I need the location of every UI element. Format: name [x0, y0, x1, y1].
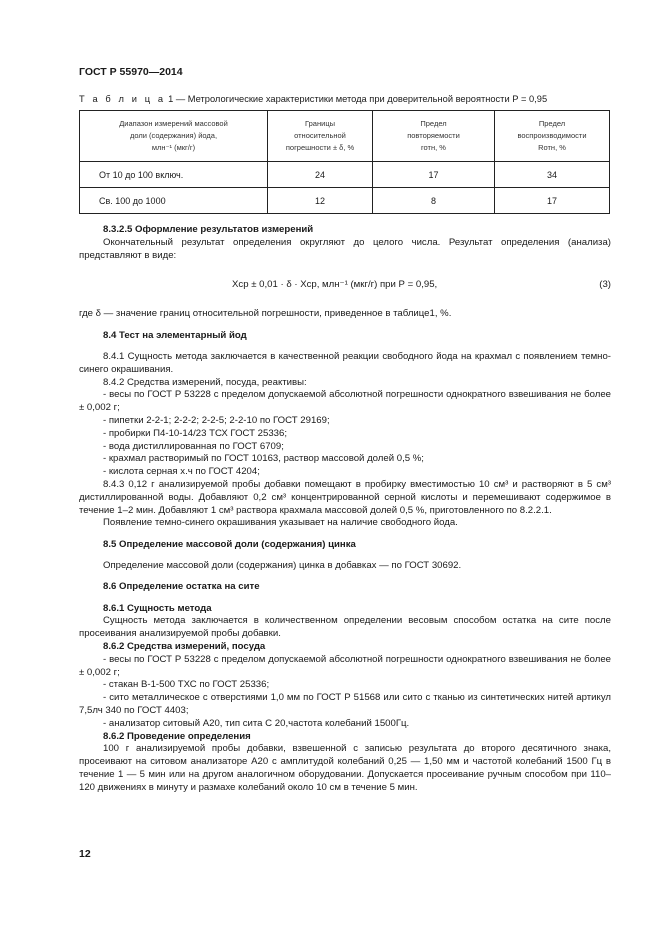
paragraph: где δ — значение границ относительной погрешности, приведенное в таблице1, %. [79, 308, 452, 320]
table-caption-text: 1 — Метрологические характеристики метода при доверительной вероятности Р = 0,95 [165, 94, 548, 104]
header-cell-range: Диапазон измерений массовой доли (содержания) йода, млн⁻¹ (мкг/г) [80, 111, 268, 162]
table-cell: Св. 100 до 1000 [80, 188, 268, 214]
table-cell: 34 [495, 162, 610, 188]
list-item: - стакан В-1-500 ТХС по ГОСТ 25336; [103, 679, 270, 691]
formula-expression: Xср ± 0,01 · δ · Xср, млн⁻¹ (мкг/г) при Р = 0,95, [232, 279, 438, 291]
paragraph: 100 г анализируемой пробы добавки, взвешенной с записью результата до второго десятичного знака, просеивают на ситовом анализаторе А20 с амплитудой колебаний 0,25 — 1,50 мм и частотой колебаний 1500 Гц в течение 1 — 5 мин или на другом аналогичном оборудовании. Допускается просеивание ручным способом при 110–120 движениях в минуту и размахе колебаний около 10 см в течение 5 мин. [79, 743, 611, 793]
list-item: - крахмал растворимый по ГОСТ 10163, раствор массовой долей 0,5 %; [103, 453, 424, 465]
list-item: - весы по ГОСТ Р 53228 с пределом допускаемой абсолютной погрешности однократного взвешивания не более ± 0,002 г; [79, 653, 611, 678]
header-cell-reproducibility: Предел воспроизводимости Rотн, % [495, 111, 610, 162]
list-item: - вода дистиллированная по ГОСТ 6709; [103, 440, 284, 452]
formula-number: (3) [599, 279, 611, 291]
table-cell: 12 [268, 188, 373, 214]
header-cell-repeatability: Предел повторяемости rотн, % [373, 111, 495, 162]
section-heading: 8.6.2 Средства измерений, посуда [103, 640, 266, 652]
list-item: - пипетки 2-2-1; 2-2-2; 2-2-5; 2-2-10 по ГОСТ 29169; [103, 414, 330, 426]
section-heading: 8.5 Определение массовой доли (содержания) цинка [103, 538, 356, 550]
table-cell: От 10 до 100 включ. [80, 162, 268, 188]
paragraph: Определение массовой доли (содержания) цинка в добавках — по ГОСТ 30692. [103, 559, 462, 571]
section-heading: 8.6 Определение остатка на сите [103, 581, 260, 593]
table-cell: 17 [373, 162, 495, 188]
formula-3 [79, 279, 611, 292]
list-item: - весы по ГОСТ Р 53228 с пределом допускаемой абсолютной погрешности однократного взвешивания не более ± 0,002 г; [79, 389, 611, 414]
table-caption-label: Т а б л и ц а [79, 94, 166, 104]
section-heading: 8.6.1 Сущность метода [103, 602, 212, 614]
table-header-row [80, 111, 610, 162]
table-caption [79, 94, 547, 104]
list-item: - анализатор ситовый А20, тип сита С 20,частота колебаний 1500Гц. [103, 717, 410, 729]
section-heading: 8.6.2 Проведение определения [103, 730, 251, 742]
list-item: - сито металлическое с отверстиями 1,0 мм по ГОСТ Р 51568 или сито с тканью из синтетических нитей артикул 7,5лч 340 по ГОСТ 4403; [79, 692, 611, 716]
standard-header: ГОСТ Р 55970—2014 [79, 66, 183, 78]
paragraph: Окончательный результат определения округляют до целого числа. Результат определения (анализа) представляют в виде: [79, 236, 611, 261]
table-cell: 17 [495, 188, 610, 214]
paragraph: 8.4.1 Сущность метода заключается в качественной реакции свободного йода на крахмал с появлением темно-синего окрашивания. [79, 350, 611, 375]
paragraph: Сущность метода заключается в количественном определении весовым способом остатка на сите после просеивания анализируемой пробы добавки. [79, 615, 611, 640]
section-heading: 8.3.2.5 Оформление результатов измерений [103, 224, 314, 235]
list-item: - кислота серная х.ч по ГОСТ 4204; [103, 466, 260, 478]
page-number: 12 [79, 848, 91, 860]
header-cell-error: Границы относительной погрешности ± δ, % [268, 111, 373, 162]
paragraph: Появление темно-синего окрашивания указывает на наличие свободного йода. [103, 517, 458, 529]
paragraph: 8.4.2 Средства измерений, посуда, реактивы: [103, 376, 307, 388]
list-item: - пробирки П4-10-14/23 ТСХ ГОСТ 25336; [103, 427, 288, 439]
table-row [80, 162, 610, 188]
document-body [79, 224, 611, 794]
paragraph: 8.4.3 0,12 г анализируемой пробы добавки помещают в пробирку вместимостью 10 см³ и растворяют в 5 см³ дистиллированной воды. Добавляют 0,2 см³ концентрированной серной кислоты и перемешивают содержимое в течение 1–2 мин. Добавляют 1 см³ раствора крахмала массовой долей 0,5 %, приготовленного по 8.2.2.1. [79, 478, 611, 516]
section-heading: 8.4 Тест на элементарный йод [103, 329, 247, 341]
table-cell: 8 [373, 188, 495, 214]
table-cell: 24 [268, 162, 373, 188]
table-row [80, 188, 610, 214]
metrology-table [79, 110, 610, 214]
